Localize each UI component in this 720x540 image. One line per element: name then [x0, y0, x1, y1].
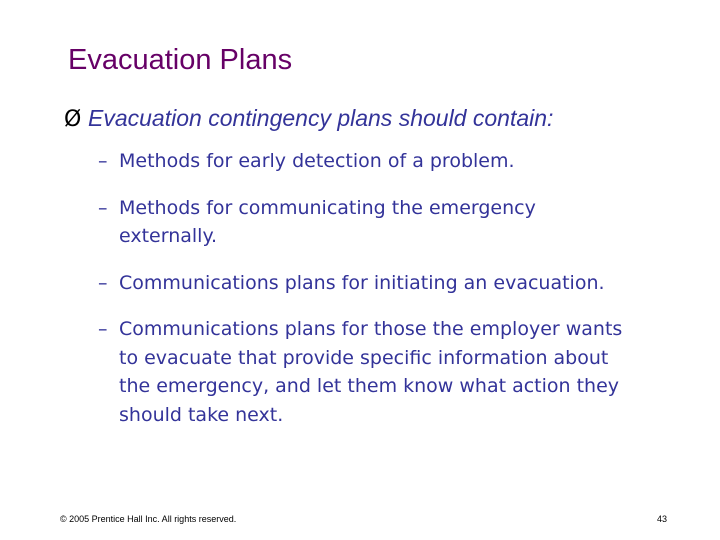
sub-bullet-text: Methods for communicating the emergency externally.	[119, 196, 536, 247]
dash-bullet-icon: –	[98, 196, 108, 219]
main-bullet	[64, 102, 694, 136]
footer-page-number: 43	[656, 514, 667, 524]
dash-bullet-icon: –	[98, 271, 108, 294]
sub-bullet-text: Communications plans for initiating an evacuation.	[119, 271, 605, 294]
sub-bullet-text: Methods for early detection of a problem.	[119, 150, 515, 172]
main-bullet-text: Evacuation contingency plans should contain:	[88, 105, 554, 131]
dash-bullet-icon: –	[98, 150, 108, 172]
arrow-bullet-icon: Ø	[64, 107, 82, 132]
slide-title: Evacuation Plans	[68, 44, 293, 76]
sub-bullet-item	[98, 315, 698, 429]
sub-bullet-item	[98, 147, 698, 176]
sub-bullet-item	[98, 269, 698, 298]
sub-bullet-item	[98, 194, 698, 251]
footer-copyright: © 2005 Prentice Hall Inc. All rights reserved.	[60, 514, 237, 524]
sub-bullet-text: Communications plans for those the employer wants to evacuate that provide specific information about the emergency, and let them know what action they should take next.	[119, 318, 623, 426]
sub-bullet-list	[98, 147, 698, 447]
dash-bullet-icon: –	[98, 318, 108, 340]
